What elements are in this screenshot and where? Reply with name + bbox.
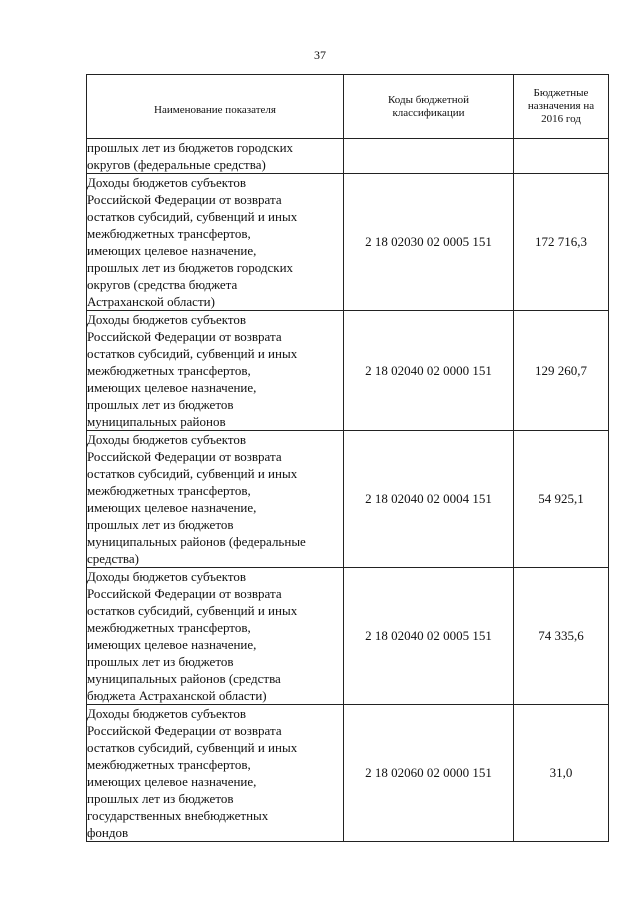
budget-code-cell (344, 139, 514, 174)
table-row (87, 139, 609, 174)
table-row (87, 431, 609, 568)
page-number: 37 (314, 48, 326, 62)
header-budget-amount: Бюджетные назначения на 2016 год (514, 75, 609, 139)
budget-amount-cell (514, 139, 609, 174)
budget-code-cell: 2 18 02030 02 0005 151 (344, 174, 514, 311)
table-row (87, 174, 609, 311)
budget-code-cell: 2 18 02040 02 0000 151 (344, 311, 514, 431)
table-row (87, 705, 609, 842)
table-row (87, 311, 609, 431)
budget-amount-cell: 31,0 (514, 705, 609, 842)
budget-code-cell: 2 18 02040 02 0005 151 (344, 568, 514, 705)
table-header-row (87, 75, 609, 139)
budget-amount-cell: 54 925,1 (514, 431, 609, 568)
indicator-name-cell: Доходы бюджетов субъектов Российской Федерации от возврата остатков субсидий, субвенций и иных межбюджетных трансфертов, имеющих целевое назначение, прошлых лет из бюджетов муниципальных районов (средства бюджета Астраханской области) (87, 568, 344, 705)
indicator-name-cell: прошлых лет из бюджетов городских округов (федеральные средства) (87, 139, 344, 174)
budget-code-cell: 2 18 02040 02 0004 151 (344, 431, 514, 568)
budget-table (86, 74, 609, 842)
budget-amount-cell: 129 260,7 (514, 311, 609, 431)
header-indicator-name: Наименование показателя (87, 75, 344, 139)
budget-amount-cell: 74 335,6 (514, 568, 609, 705)
budget-code-cell: 2 18 02060 02 0000 151 (344, 705, 514, 842)
indicator-name-cell: Доходы бюджетов субъектов Российской Федерации от возврата остатков субсидий, субвенций и иных межбюджетных трансфертов, имеющих целевое назначение, прошлых лет из бюджетов муниципальных районов (87, 311, 344, 431)
header-budget-code: Коды бюджетной классификации (344, 75, 514, 139)
table-row (87, 568, 609, 705)
budget-amount-cell: 172 716,3 (514, 174, 609, 311)
indicator-name-cell: Доходы бюджетов субъектов Российской Федерации от возврата остатков субсидий, субвенций и иных межбюджетных трансфертов, имеющих целевое назначение, прошлых лет из бюджетов государственных внебюджетных фондов (87, 705, 344, 842)
indicator-name-cell: Доходы бюджетов субъектов Российской Федерации от возврата остатков субсидий, субвенций и иных межбюджетных трансфертов, имеющих целевое назначение, прошлых лет из бюджетов городских округов (средства бюджета Астраханской области) (87, 174, 344, 311)
indicator-name-cell: Доходы бюджетов субъектов Российской Федерации от возврата остатков субсидий, субвенций и иных межбюджетных трансфертов, имеющих целевое назначение, прошлых лет из бюджетов муниципальных районов (федеральные средства) (87, 431, 344, 568)
